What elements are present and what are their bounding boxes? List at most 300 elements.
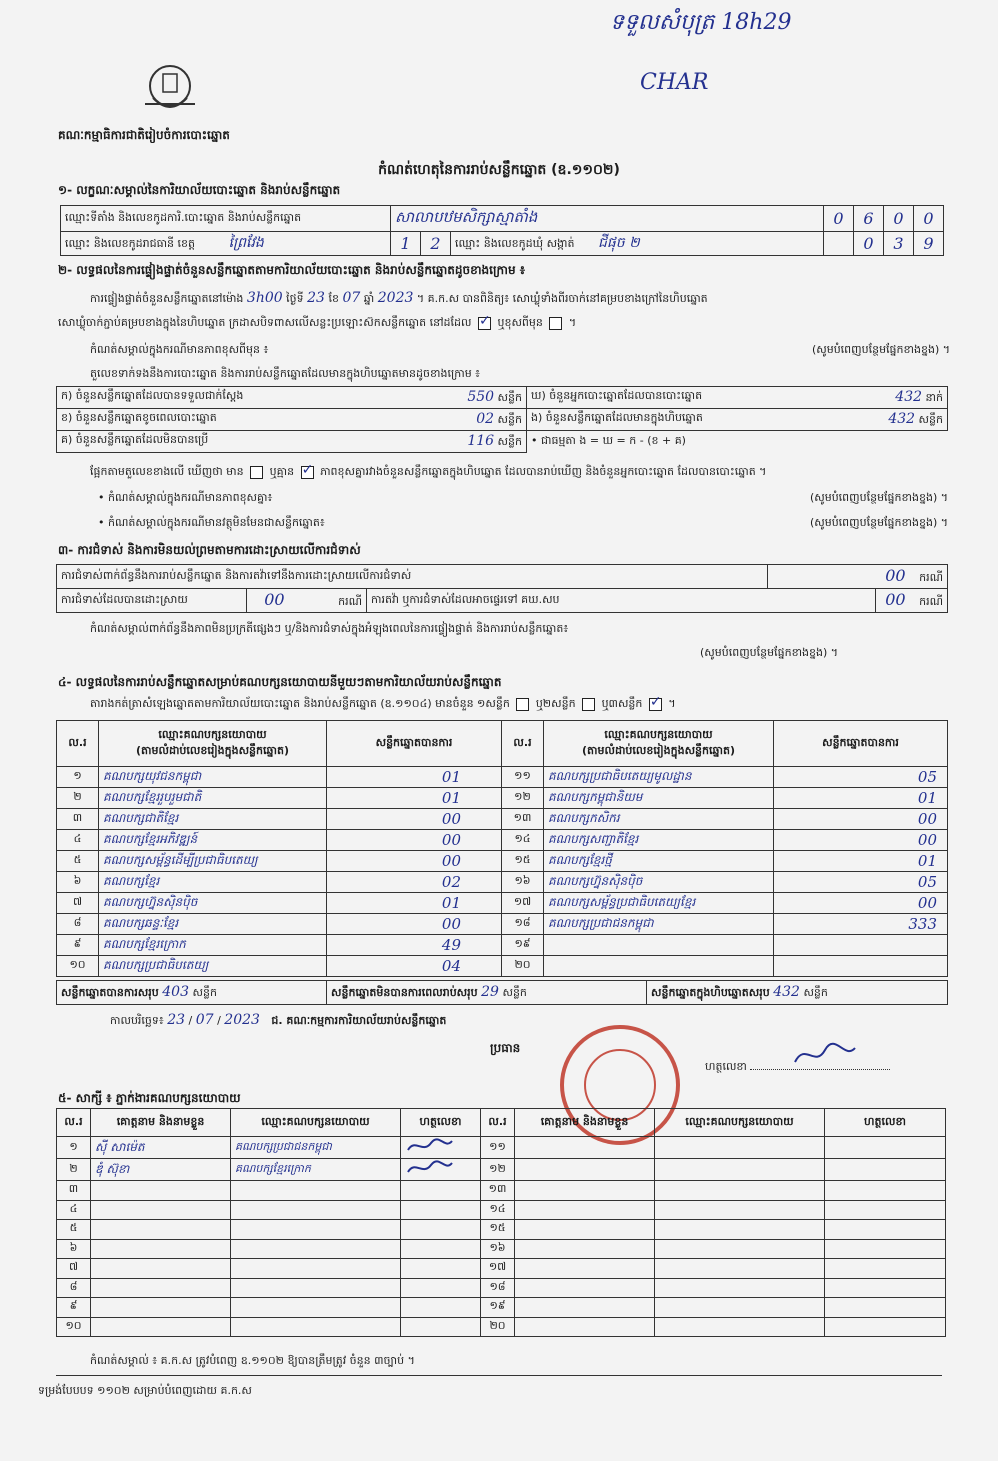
section4-heading: ៤- លទ្ធផលនៃការរាប់សន្លឹកឆ្នោតសម្រាប់គណបក្សនយោបាយនីមួយៗតាមការិយាល័យរាប់សន្លឹកឆ្នោត [58,675,502,689]
result-party: គណបក្សយុវជនកម្ពុជា [99,767,327,788]
result-votes: 01 [774,788,948,809]
office-code-digit: 0 [914,206,944,232]
date-month: 07 [195,1012,214,1028]
bullet2-label: • កំណត់សម្គាល់ក្នុងករណីមានវត្ថុមិនមែនជាសន្លឹកឆ្នោត៖ [98,516,325,529]
province-label [61,232,391,256]
irregularity-note: កំណត់សម្គាល់ពាក់ព័ន្ធនឹងភាពមិនប្រក្រតីផ្សេងៗ ឬ/និងការជំទាស់ក្នុងអំឡុងពេលនៃការផ្ទៀងផ្ទាត់ និងការរាប់សន្លឹកឆ្នោត៖ [90,622,569,635]
result-no: ៩ [57,935,99,956]
commune-code-digit: 3 [884,232,914,256]
three-sheets-label: ឬ៣សន្លឹក [601,697,643,710]
fill-note: (សូមបំពេញបន្ថែមផ្នែកខាងខ្នង) ។ [809,516,948,529]
witness-no: ២០ [481,1317,515,1337]
section3-heading: ៣- ការជំទាស់ និងការមិនយល់ព្រមតាមការដោះស្រាយលើការជំទាស់ [58,543,361,557]
figure-label: ខ) ចំនួនសន្លឹកឆ្នោតខូចពេលបោះឆ្នោត [61,410,217,424]
witness-signature [401,1159,481,1181]
handwritten-initials: CHAR [640,70,709,95]
total-valid: 403 [162,983,189,1000]
result-no: ១៨ [502,914,544,935]
verify-time: 3h00 [246,290,283,306]
witness-no: ៤ [57,1200,91,1220]
date-label: កាលបរិច្ឆេទ៖ [110,1014,164,1027]
col-party [99,721,327,767]
col-party-sub: (តាមលំដាប់លេខរៀងក្នុងសន្លឹកឆ្នោត) [582,743,735,757]
figure-label: ង) ចំនួនសន្លឹកឆ្នោតដែលមានក្នុងហិបឆ្នោត [531,410,703,424]
result-votes [774,935,948,956]
total-valid-cell [57,981,327,1005]
result-party: គណបក្សកម្ពុជានិយម [544,788,774,809]
result-votes: 00 [327,914,502,935]
result-no: ១២ [502,788,544,809]
footer-note: កំណត់សម្គាល់ ៖ គ.ក.ស ត្រូវបំពេញ ឧ.១១០២ ឱ្យបានត្រឹមត្រូវ ចំនួន ៣ច្បាប់ ។ [90,1354,415,1367]
witness-signature [825,1220,946,1240]
col-party-sub: (តាមលំដាប់លេខរៀងក្នុងសន្លឹកឆ្នោត) [136,743,289,757]
result-no: ៥ [57,851,99,872]
one-sheet-checkbox[interactable] [516,698,529,711]
figure-label: ក) ចំនួនសន្លឹកឆ្នោតដែលបានទទួលជាក់ស្តែង [61,388,244,402]
result-no: ២០ [502,956,544,977]
witness-party [231,1317,401,1337]
witness-no: ១០ [57,1317,91,1337]
witness-name [91,1317,231,1337]
witness-party [655,1239,825,1259]
transfer-cell [875,589,947,613]
witness-signature [401,1259,481,1279]
witness-row [57,1159,946,1181]
witness-no: ៦ [57,1239,91,1259]
witness-signature [401,1239,481,1259]
result-party: គណបក្សខ្មែរអភិវឌ្ឍន៍ [99,830,327,851]
witness-party [655,1181,825,1201]
figure-row [57,387,527,409]
witness-signature [401,1181,481,1201]
witness-no: ៥ [57,1220,91,1240]
result-row [57,935,948,956]
tally-intro: តារាងកត់ត្រាសំឡេងឆ្នោតតាមការិយាល័យបោះឆ្នោត និងរាប់សន្លឹកឆ្នោត (ឧ.១១០៤) មានចំនួន ១សន្លឹក [90,697,510,710]
formula: • ជាធម្មតា ង = ឃ = ក - (ខ + គ) [531,433,686,447]
bullet-line-1 [98,491,948,507]
figure-unit: សន្លឹក [918,412,943,426]
witness-signature [825,1239,946,1259]
committee-name: គណៈកម្មាធិការជាតិរៀបចំការបោះឆ្នោត [58,128,230,142]
case-unit: ករណី [919,571,943,584]
commune-label-text: ឈ្មោះ និងលេខកូដឃុំ សង្កាត់ [455,237,575,250]
result-party: គណបក្សសញ្ជាតិខ្មែរ [544,830,774,851]
chair-label: ប្រធាន [490,1041,521,1055]
compare-text-a: ផ្អែកតាមតួលេខខាងលើ ឃើញថា មាន [90,465,244,478]
witness-row [57,1181,946,1201]
result-row [57,809,948,830]
witness-name [91,1278,231,1298]
result-party: គណបក្សជាតិខ្មែរ [99,809,327,830]
verification-line [90,290,950,308]
witness-party [655,1278,825,1298]
verify-text-c: ខែ [328,292,339,305]
date-day: 23 [167,1012,186,1028]
result-party: គណបក្សសម្ព័ន្ធដើម្បីប្រជាធិបតេយ្យ [99,851,327,872]
verify-text-a: ការផ្ទៀងផ្ទាត់ចំនួនសន្លឹកឆ្នោតនៅម៉ោង [90,292,244,305]
witness-name [515,1259,655,1279]
result-no: ៣ [57,809,99,830]
result-no: ៦ [57,872,99,893]
col-no: ល.រ [481,1109,515,1137]
result-votes: 333 [774,914,948,935]
witness-name [515,1317,655,1337]
transfer-label: ការតវ៉ា ឬការជំទាស់ដែលអាចផ្ទេរទៅ គឃ.សប [367,589,876,613]
witness-no: ១៦ [481,1239,515,1259]
office-label: ឈ្មោះទីតាំង និងលេខកូដការិ.បោះឆ្នោត និងរាប់សន្លឹកឆ្នោត [61,206,391,232]
nec-logo [135,58,205,120]
result-party: គណបក្សប្រជាធិបតេយ្យមូលដ្ឋាន [544,767,774,788]
result-party: គណបក្សប្រជាធិបតេយ្យ [99,956,327,977]
result-party [544,956,774,977]
figure-value: 550 [467,388,495,405]
bullet-line-2 [98,516,948,532]
compare-text-c: ភាពខុសគ្នារវាងចំនួនសន្លឹកឆ្នោតក្នុងហិបឆ្នោត ដែលបានរាប់ឃើញ និងចំនួនអ្នកបោះឆ្នោត ដែលបានបោះឆ្នោត ។ [320,465,767,478]
witness-party [231,1220,401,1240]
office-code-digit: 0 [824,206,854,232]
office-name: សាលាបឋមសិក្សាស្មាតាំង [391,206,824,232]
witness-name [515,1239,655,1259]
result-row [57,956,948,977]
col-party [544,721,774,767]
date-year: 2023 [224,1012,260,1028]
chair-signature [790,1040,860,1073]
witness-no: ១២ [481,1159,515,1181]
verify-year: 2023 [377,290,414,306]
result-no: ១៧ [502,893,544,914]
result-no: ១៩ [502,935,544,956]
footer-divider [56,1375,942,1376]
witness-name [515,1159,655,1181]
different-label: ឬខុសពីមុន [497,316,543,329]
witness-no: ១ [57,1137,91,1159]
witness-party [231,1181,401,1201]
result-votes: 00 [327,851,502,872]
comparison-line [90,465,950,481]
tally-sheet-line: តារាងកត់ត្រាសំឡេងឆ្នោតតាមការិយាល័យបោះឆ្នោត និងរាប់សន្លឹកឆ្នោត (ឧ.១១០៤) មានចំនួន ១សន្លឹក ឬ២សន្លឹក ឬ៣សន្លឹក ✓ ។ [90,697,950,713]
figure-row [57,409,527,431]
witness-no: ១៣ [481,1181,515,1201]
handwritten-note: ទទួលសំបុត្រ 18h29 [610,10,792,35]
result-row [57,893,948,914]
witness-no: ១៨ [481,1278,515,1298]
witness-row [57,1220,946,1240]
two-sheets-checkbox[interactable] [582,698,595,711]
witness-name: ឌុំ ស៊ុខា [91,1159,231,1181]
seal-check-text: សោឃ្លុំចាក់ភ្ជាប់គម្របខាងក្នុងនៃហិបឆ្នោត ក្រដាសបិទពាសលើសន្លះប្រឡោះស៊កសន្លឹកឆ្នោត នៅដដែល [58,316,472,329]
result-votes: 00 [327,809,502,830]
verify-text-d: ឆ្នាំ [363,292,375,305]
witness-signature [825,1298,946,1318]
result-votes: 05 [774,872,948,893]
witness-name: ស៊ី សាម៉េត [91,1137,231,1159]
figure-unit: សន្លឹក [497,390,522,404]
witness-signature [401,1137,481,1159]
case-unit: ករណី [338,595,362,608]
result-votes: 00 [774,809,948,830]
result-row [57,851,948,872]
witness-row [57,1259,946,1279]
witness-no: ១៧ [481,1259,515,1279]
figure-unit: នាក់ [925,390,943,404]
witness-party [655,1200,825,1220]
totals-table [56,980,948,1005]
witness-signature [825,1317,946,1337]
figure-value: 432 [888,410,916,427]
witness-no: ២ [57,1159,91,1181]
witness-name [515,1200,655,1220]
witness-signature [825,1278,946,1298]
col-party-title: ឈ្មោះគណបក្សនយោបាយ [158,727,267,741]
col-no: ល.រ [57,721,99,767]
three-sheets-checkbox[interactable] [649,698,662,711]
result-party: គណបក្សកសិករ [544,809,774,830]
total-box-label: សន្លឹកឆ្នោតក្នុងហិបឆ្នោតសរុប [651,985,770,999]
no-difference-checkbox[interactable] [301,466,314,479]
result-row [57,830,948,851]
result-votes: 05 [774,767,948,788]
col-no: ល.រ [502,721,544,767]
province-label-text: ឈ្មោះ និងលេខកូដរាជធានី ខេត្ត [65,237,195,250]
figure-unit: សន្លឹក [497,434,522,448]
figure-value: 116 [467,432,495,449]
result-no: ១១ [502,767,544,788]
witness-party: គណបក្សខ្មែរក្រោក [231,1159,401,1181]
witness-no: ១១ [481,1137,515,1159]
witness-name [515,1220,655,1240]
witness-party [231,1278,401,1298]
figure-label: គ) ចំនួនសន្លឹកឆ្នោតដែលមិនបានប្រើ [61,432,209,446]
witness-signature [401,1298,481,1318]
committee-line: ជ. គណៈកម្មការការិយាល័យរាប់សន្លឹកឆ្នោត [271,1014,447,1027]
witness-signature [825,1259,946,1279]
witness-party [231,1259,401,1279]
witness-signature [825,1159,946,1181]
signature-label: ហត្ថលេខា [705,1060,747,1073]
figure-row [527,387,948,409]
witness-signature [825,1200,946,1220]
total-box: 432 [773,983,800,1000]
col-no: ល.រ [57,1109,91,1137]
commune-label [451,232,824,256]
result-no: ៨ [57,914,99,935]
result-party: គណបក្សហ្វ៊ុនស៊ិនប៉ិច [544,872,774,893]
total-valid-label: សន្លឹកឆ្នោតបានការសរុប [61,985,159,999]
result-votes: 01 [327,767,502,788]
witness-party [655,1220,825,1240]
verify-month: 07 [342,290,361,306]
result-no: ១៤ [502,830,544,851]
result-no: ១០ [57,956,99,977]
sheet-unit: សន្លឹក [502,985,527,999]
witness-signature [401,1200,481,1220]
witness-name [91,1181,231,1201]
seal-check-line: សោឃ្លុំចាក់ភ្ជាប់គម្របខាងក្នុងនៃហិបឆ្នោត ក្រដាសបិទពាសលើសន្លះប្រឡោះស៊កសន្លឹកឆ្នោត នៅដដែល ✓ ឬខុសពីមុន ។ [58,316,948,332]
result-party: គណបក្សខ្មែរ [99,872,327,893]
result-votes: 01 [327,893,502,914]
difference-note-label: កំណត់សម្គាល់ក្នុងករណីមានភាពខុសពីមុន ៖ [90,343,269,356]
result-no: ១ [57,767,99,788]
figure-value: 432 [895,388,923,405]
col-name: គោត្តនាម និងនាមខ្លួន [515,1109,655,1137]
witness-row [57,1200,946,1220]
result-no: ៧ [57,893,99,914]
witness-name [91,1220,231,1240]
witness-row [57,1137,946,1159]
has-difference-checkbox[interactable] [250,466,263,479]
witness-party [655,1137,825,1159]
witness-name [91,1200,231,1220]
witness-name [91,1239,231,1259]
result-votes: 00 [774,893,948,914]
verify-text-e: ។ គ.ក.ស បានពិនិត្យ៖ សោឃ្លុំទាំងពីរចាក់នៅគម្របខាងក្រៅនៃហិបឆ្នោត [416,292,708,305]
result-row [57,872,948,893]
office-code-digit: 6 [854,206,884,232]
compare-text-b: ឬគ្មាន [269,465,295,478]
col-sign: ហត្ថលេខា [825,1109,946,1137]
commune-code-digit: 9 [914,232,944,256]
witness-no: ១៤ [481,1200,515,1220]
result-no: ១៦ [502,872,544,893]
section1-heading: ១- លក្ខណៈសម្គាល់នៃការិយាល័យបោះឆ្នោត និងរាប់សន្លឹកឆ្នោត [58,183,341,197]
figure-row [57,431,527,453]
witness-signature [401,1317,481,1337]
figure-value: 02 [476,410,495,427]
result-party [544,935,774,956]
result-party: គណបក្សប្រជាជនកម្ពុជា [544,914,774,935]
witness-party [231,1298,401,1318]
verify-text-b: ថ្ងៃទី [286,292,304,305]
witness-name [515,1298,655,1318]
objection-cell [768,565,948,589]
commune-code-digit: 0 [854,232,884,256]
sheet-unit: សន្លឹក [192,985,217,999]
witness-party [231,1200,401,1220]
result-votes: 01 [774,851,948,872]
transfer-count: 00 [885,590,906,609]
col-votes: សន្លឹកឆ្នោតបានការ [327,721,502,767]
witness-party: គណបក្សប្រជាជនកម្ពុជា [231,1137,401,1159]
total-invalid-cell [327,981,647,1005]
result-votes: 00 [327,830,502,851]
total-box-cell [647,981,948,1005]
section2-heading: ២- លទ្ធផលនៃការផ្ទៀងផ្ទាត់ចំនួនសន្លឹកឆ្នោតតាមការិយាល័យបោះឆ្នោត និងរាប់សន្លឹកឆ្នោតដូចខាងក្រោម ៖ [58,263,526,277]
resolved-label: ការជំទាស់ដែលបានដោះស្រាយ [57,589,247,613]
witness-party [655,1298,825,1318]
result-party: គណបក្សខ្មែរថ្មី [544,851,774,872]
result-votes: 04 [327,956,502,977]
result-no: ១៣ [502,809,544,830]
province-code-digit: 2 [421,232,451,256]
result-party: គណបក្សឆន្ទៈខ្មែរ [99,914,327,935]
col-sign: ហត្ថលេខា [401,1109,481,1137]
document-title: កំណត់ហេតុនៃការរាប់សន្លឹកឆ្នោត (ឧ.១១០២) [378,162,620,178]
witness-name [515,1278,655,1298]
witness-party [231,1239,401,1259]
result-party: គណបក្សសម្ព័ន្ធប្រជាធិបតេយ្យខ្មែរ [544,893,774,914]
fill-note: (សូមបំពេញបន្ថែមផ្នែកខាងខ្នង) ។ [811,343,950,356]
section5-heading: ៥- សាក្សី ៖ ភ្នាក់ងារគណបក្សនយោបាយ [58,1091,241,1105]
section1-table [60,205,944,256]
figure-unit: សន្លឹក [497,412,522,426]
witness-name [515,1137,655,1159]
empty-cell [824,232,854,256]
result-votes: 49 [327,935,502,956]
witness-row [57,1298,946,1318]
province-name: ព្រៃវែង [228,235,264,251]
result-party: គណបក្សខ្មែររួបរួមជាតិ [99,788,327,809]
figures-table [56,386,948,453]
commune-name: ជីផុច ២ [598,235,640,251]
bullet1-label: • កំណត់សម្គាល់ក្នុងករណីមានភាពខុសគ្នា៖ [98,491,273,504]
result-votes: 02 [327,872,502,893]
difference-note-line [90,343,950,359]
result-no: ១៥ [502,851,544,872]
resolved-cell [247,589,367,613]
total-invalid: 29 [481,983,499,1000]
col-votes: សន្លឹកឆ្នោតបានការ [774,721,948,767]
case-unit: ករណី [919,595,943,608]
figure-label: ឃ) ចំនួនអ្នកបោះឆ្នោតដែលបានបោះឆ្នោត [531,388,703,402]
different-checkbox[interactable] [549,317,562,330]
witness-row [57,1239,946,1259]
witness-table [56,1108,946,1337]
witness-no: ១៥ [481,1220,515,1240]
same-checkbox[interactable] [478,317,491,330]
witness-name [515,1181,655,1201]
result-party: គណបក្សខ្មែរក្រោក [99,935,327,956]
sheet-unit: សន្លឹក [803,985,828,999]
witness-no: ៨ [57,1278,91,1298]
fill-note: (សូមបំពេញបន្ថែមផ្នែកខាងខ្នង) ។ [809,491,948,504]
col-party-title: ឈ្មោះគណបក្សនយោបាយ [604,727,713,741]
figures-intro: តួលេខទាក់ទងនឹងការបោះឆ្នោត និងការរាប់សន្លឹកឆ្នោតដែលមានក្នុងហិបឆ្នោតមានដូចខាងក្រោម ៖ [90,367,481,380]
result-votes [774,956,948,977]
result-party: គណបក្សហ្វ៊ុនស៊ិនប៉ិច [99,893,327,914]
witness-row [57,1278,946,1298]
witness-no: ៧ [57,1259,91,1279]
witness-no: ៩ [57,1298,91,1318]
result-row [57,767,948,788]
witness-no: ៣ [57,1181,91,1201]
date-line: កាលបរិច្ឆេទ៖ 23 / 07 / 2023 ជ. គណៈកម្មការការិយាល័យរាប់សន្លឹកឆ្នោត [110,1012,447,1028]
result-votes: 01 [327,788,502,809]
province-code-digit: 1 [391,232,421,256]
two-sheets-label: ឬ២សន្លឹក [535,697,576,710]
witness-signature [825,1181,946,1201]
witness-signature [401,1278,481,1298]
witness-party [655,1317,825,1337]
objection-count: 00 [885,566,906,585]
witness-signature [825,1137,946,1159]
form-footer: ទម្រង់បែបបទ ១១០២ សម្រាប់បំពេញដោយ គ.ក.ស [38,1384,252,1397]
office-code-digit: 0 [884,206,914,232]
col-name: គោត្តនាម និងនាមខ្លួន [91,1109,231,1137]
objection-label: ការជំទាស់ពាក់ព័ន្ធនឹងការរាប់សន្លឹកឆ្នោត និងការតវ៉ាទៅនឹងការដោះស្រាយលើការជំទាស់ [57,565,768,589]
witness-party [655,1259,825,1279]
resolved-count: 00 [264,590,285,609]
fill-note: (សូមបំពេញបន្ថែមផ្នែកខាងខ្នង) ។ [700,646,839,659]
verify-day: 23 [307,290,325,306]
witness-name [91,1259,231,1279]
col-party: ឈ្មោះគណបក្សនយោបាយ [655,1109,825,1137]
result-no: ៤ [57,830,99,851]
results-table [56,720,948,977]
col-party: ឈ្មោះគណបក្សនយោបាយ [231,1109,401,1137]
objections-table [56,564,948,613]
result-row [57,788,948,809]
witness-name [91,1298,231,1318]
